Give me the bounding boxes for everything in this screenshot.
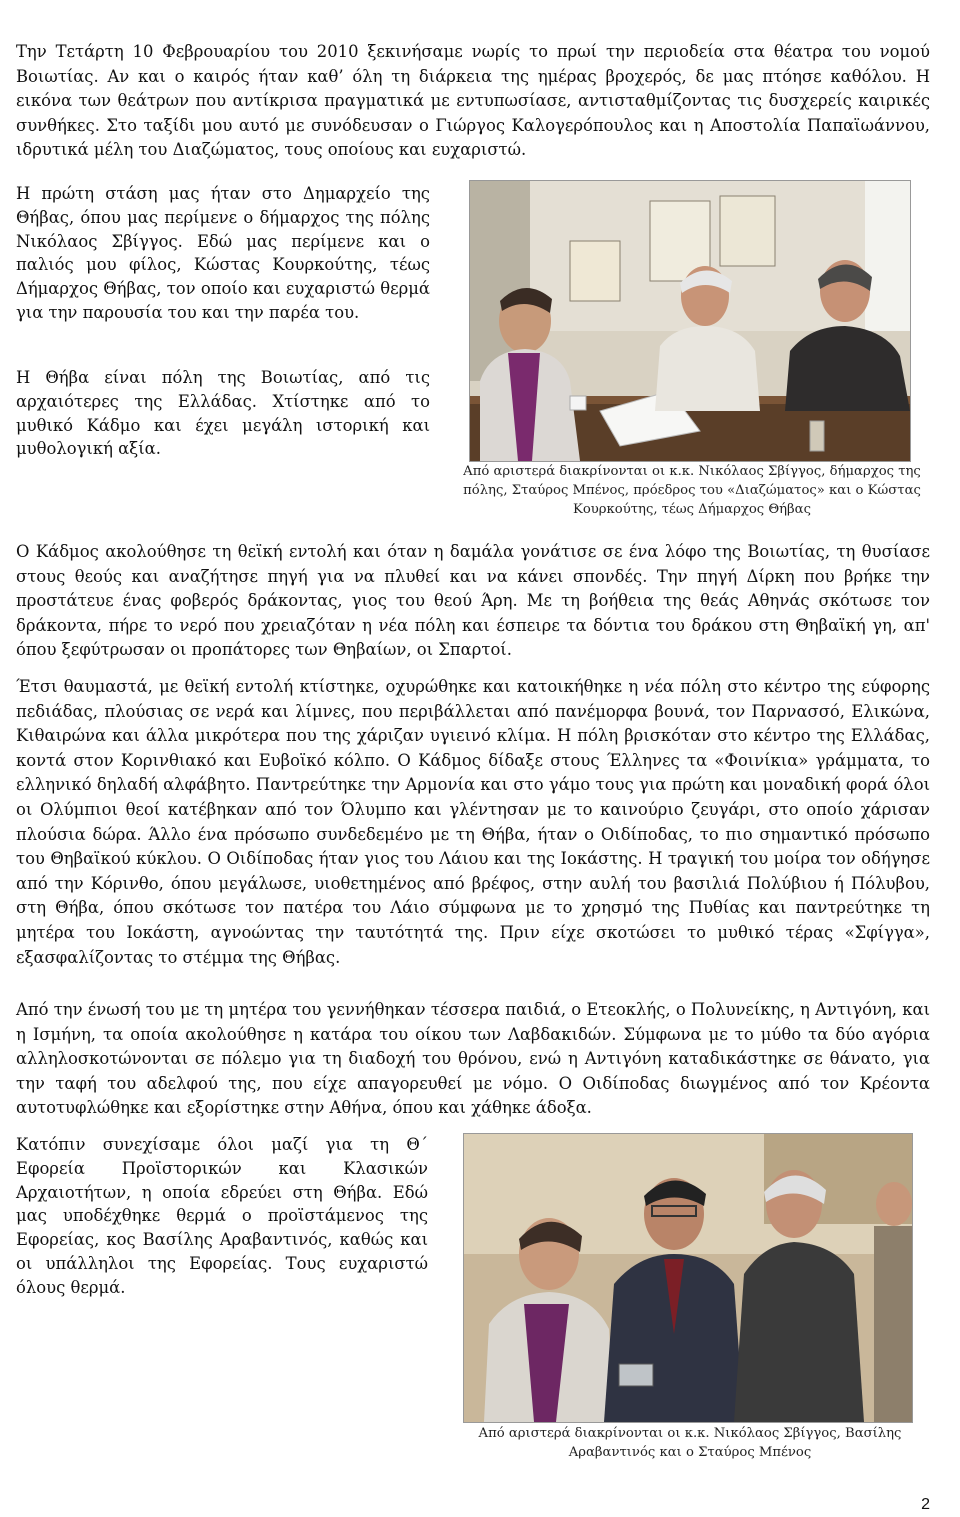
- oedipus-paragraph: Έτσι θαυμαστά, με θεϊκή εντολή κτίστηκε, οχυρώθηκε και κατοικήθηκε η νέα πόλη στο κέντρο της εύφορης πεδιάδας, πλούσιας σε νερά και λίμνες, που περιβάλλεται από πανέμορφα βουνά, τον Παρνασσό, Ελικώνα, Κιθαιρώνα και άλλα μικρότερα που της χάριζαν υγιεινό κλίμα. Η πόλη βρισκόταν στο κέντρο της Ελλάδας, κοντά στον Κορινθιακό και Ευβοϊκό κόλπο. Ο Κάδμος δίδαξε στους Έλληνες τα «Φοινίκια» γράμματα, το ελληνικό δηλαδή αλφάβητο. Παντρεύτηκε την Αρμονία και στο γάμο τους για πρώτη και μοναδική φορά όλοι οι Ολύμπιοι θεοί κατέβηκαν από τον Όλυμπο και γλέντησαν με το καινούριο ζευγάρι, στο οποίο χάρισαν πλούσια δώρα. Άλλο ένα πρόσωπο συνδεδεμένο με τη Θήβα, ήταν ο Οιδίποδας, το πιο σημαντικό πρόσωπο του Θηβαϊκού κύκλου. Ο Οιδίποδας ήταν γιος του Λάιου και της Ιοκάστης. Η τραγική του μοίρα τον οδήγησε από την Κόρινθο, όπου μεγάλωσε, υιοθετημένος από βρέφος, στην αυλή του βασιλιά Πολύβιου ή Πόλυβου, στη Θήβα, όπου σκότωσε τον πατέρα του Λάιο σύμφωνα με το χρησμό της Πυθίας και παντρεύτηκε τη μητέρα του Ιοκάστη, αγνοώντας την ταυτότητά της. Πριν είχε σκοτώσει το μυθικό τέρας «Σφίγγα», εξασφαλίζοντας το στέμμα της Θήβας.: [16, 677, 930, 967]
- ephorate-photo-caption: Από αριστερά διακρίνονται οι κ.κ. Νικόλαος Σβίγγος, Βασίλης Αραβαντινός και ο Σταύρος Μπένος: [478, 1426, 902, 1460]
- mayor-visit-paragraph: Η πρώτη στάση μας ήταν στο Δημαρχείο της Θήβας, όπου μας περίμενε ο δήμαρχος της πόλης Νικόλαος Σβίγγος. Εδώ μας περίμενε και ο παλιός μου φίλος, Κώστας Κουρκούτης, τέως Δήμαρχος Θήβας, τον οποίο και ευχαριστώ θερμά για την παρουσία του και την παρέα του.: [16, 184, 430, 322]
- intro-paragraph: Την Τετάρτη 10 Φεβρουαρίου του 2010 ξεκινήσαμε νωρίς το πρωί την περιοδεία στα θέατρα του νομού Βοιωτίας. Αν και ο καιρός ήταν καθ’ όλη τη διάρκεια της ημέρας βροχερός, δε μας πτόησε καθόλου. Η εικόνα των θεάτρων που αντίκρισα πραγματικά με εντυπωσίασε, αντισταθμίζοντας τις δυσχερείς καιρικές συνθήκες. Στο ταξίδι μου αυτό με συνόδευσαν ο Γιώργος Καλογερόπουλος και η Αποστολία Παπαϊωάννου, ιδρυτικά μέλη του Διαζώματος, τους οποίους και ευχαριστώ.: [16, 42, 930, 160]
- ephorate-photo: [463, 1133, 913, 1423]
- page-number: 2: [921, 1496, 930, 1513]
- meeting-photo: [469, 180, 911, 462]
- kadmos-paragraph: Ο Κάδμος ακολούθησε τη θεϊκή εντολή και όταν η δαμάλα γονάτισε σε ένα λόφο της Βοιωτίας, τη θυσίασε στους θεούς και αναζήτησε πηγή για να πλυθεί και να κάνει σπονδές. Την πηγή Δίρκη που βρήκε την προστάτευε ένας φοβερός δράκοντας, γιος του θεού Άρη. Με τη βοήθεια της θεάς Αθηνάς σκότωσε τον δράκοντα, πήρε το νερό που χρειαζόταν η νέα πόλη και έσπειρε τα δόντια του δράκου στη Θηβαϊκή γη, απ' όπου ξεφύτρωσαν οι προπάτορες των Θηβαίων, οι Σπαρτοί.: [16, 542, 930, 660]
- children-paragraph: Από την ένωσή του με τη μητέρα του γεννήθηκαν τέσσερα παιδιά, ο Ετεοκλής, ο Πολυνείκης, η Αντιγόνη, και η Ισμήνη, τα οποία ακολούθησε η κατάρα του οίκου των Λαβδακιδών. Σύμφωνα με το μύθο τα δύο αγόρια αλληλοσκοτώνονται σε πόλεμο για τη διαδοχή του θρόνου, ενώ η Αντιγόνη καταδικάστηκε σε θάνατο, για την ταφή του αδελφού της, που είχε απαγορευθεί με νόμο. Ο Οιδίποδας διωγμένος από τον Κρέοντα αυτοτυφλώθηκε και εξορίστηκε στην Αθήνα, όπου και χάθηκε άδοξα.: [16, 1000, 930, 1118]
- meeting-photo-caption: Από αριστερά διακρίνονται οι κ.κ. Νικόλαος Σβίγγος, δήμαρχος της πόλης, Σταύρος Μπένος, πρόεδρος του «Διαζώματος» και ο Κώστας Κουρκούτης, τέως Δήμαρχος Θήβας: [463, 464, 921, 517]
- thebes-history-paragraph: Η Θήβα είναι πόλη της Βοιωτίας, από τις αρχαιότερες της Ελλάδας. Χτίστηκε από το μυθικό Κάδμο και έχει μεγάλη ιστορική και μυθολογική αξία.: [16, 368, 430, 459]
- ephorate-paragraph: Κατόπιν συνεχίσαμε όλοι μαζί για τη Θ΄ Εφορεία Προϊστορικών και Κλασικών Αρχαιοτήτων, η οποία εδρεύει στη Θήβα. Εδώ μας υποδέχθηκε θερμά ο προϊστάμενος της Εφορείας, κος Βασίλης Αραβαντινός, καθώς και οι υπάλληλοι της Εφορείας. Τους ευχαριστώ όλους θερμά.: [16, 1135, 428, 1297]
